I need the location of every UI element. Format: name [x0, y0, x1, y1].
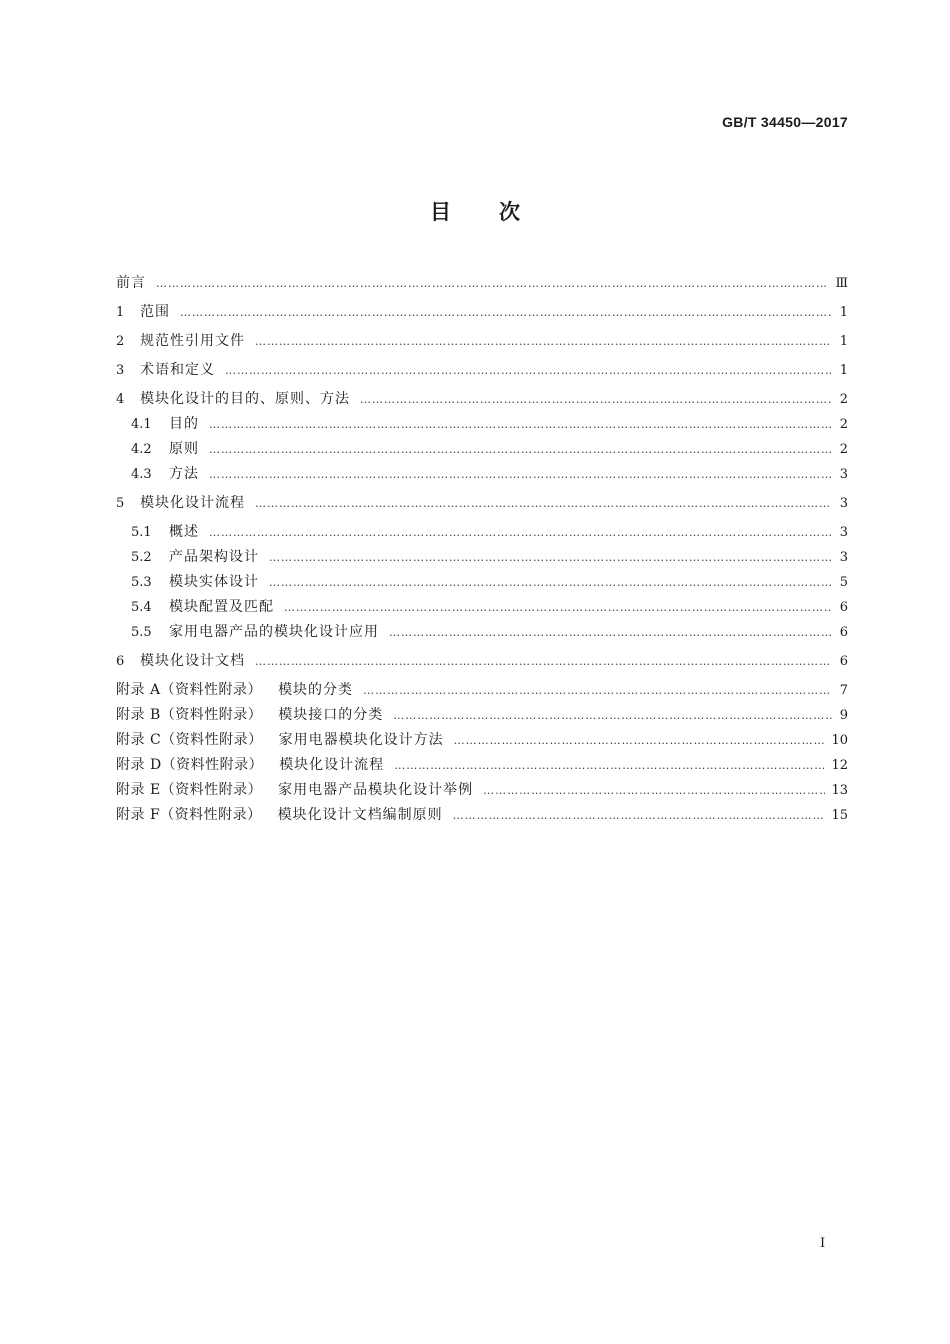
toc-number: 3	[116, 363, 125, 378]
toc-page-number: 3	[839, 525, 848, 540]
toc-page-number: 1	[839, 363, 848, 378]
toc-page-number: 3	[839, 467, 848, 482]
toc-leader-dots	[269, 545, 832, 570]
toc-annex-prefix: 附录 F（资料性附录）	[116, 807, 262, 823]
toc-entry-5[interactable]	[116, 491, 848, 516]
toc-number: 4.3	[131, 467, 152, 482]
toc-leader-dots	[363, 678, 832, 703]
toc-label: 原则	[169, 441, 199, 457]
toc-page-number: 13	[831, 783, 848, 798]
toc-entry-5-3[interactable]	[116, 570, 848, 595]
toc-page-number: 1	[839, 334, 848, 349]
toc-page-number: 6	[839, 625, 848, 640]
toc-label: 模块化设计文档编制原则	[277, 807, 443, 823]
toc-leader-dots	[360, 387, 832, 412]
toc-leader-dots	[389, 620, 832, 645]
toc-leader-dots	[394, 753, 825, 778]
toc-number: 5.1	[131, 525, 152, 540]
toc-label: 概述	[169, 524, 199, 540]
toc-entry-annex-b[interactable]	[116, 703, 848, 728]
toc-label: 模块化设计流程	[140, 495, 245, 511]
toc-page-number: 15	[831, 808, 848, 823]
toc-number: 6	[116, 654, 125, 669]
toc-label: 模块接口的分类	[278, 707, 384, 723]
toc-label: 模块化设计的目的、原则、方法	[140, 391, 350, 407]
toc-leader-dots	[156, 271, 829, 296]
toc-entry-4-3[interactable]	[116, 462, 848, 487]
toc-leader-dots	[180, 300, 832, 325]
toc-label: 家用电器产品的模块化设计应用	[169, 624, 379, 640]
toc-number: 5.3	[131, 575, 152, 590]
toc-page-number: 3	[839, 496, 848, 511]
toc-label: 目的	[169, 416, 199, 432]
title-char-1: 目	[430, 200, 451, 224]
toc-label: 前言	[116, 275, 146, 291]
toc-number: 5	[116, 496, 125, 511]
toc-entry-annex-d[interactable]	[116, 753, 848, 778]
toc-page-number: Ⅲ	[835, 276, 848, 291]
toc-entry-annex-c[interactable]	[116, 728, 848, 753]
toc-entry-2[interactable]	[116, 329, 848, 354]
toc-leader-dots	[255, 491, 832, 516]
toc-entry-4-1[interactable]	[116, 412, 848, 437]
toc-entry-1[interactable]	[116, 300, 848, 325]
toc-number: 5.2	[131, 550, 152, 565]
toc-annex-prefix: 附录 C（资料性附录）	[116, 732, 263, 748]
toc-page-number: 3	[839, 550, 848, 565]
toc-label: 模块化设计流程	[279, 757, 385, 773]
toc-label: 产品架构设计	[169, 549, 259, 565]
toc-label: 家用电器产品模块化设计举例	[278, 782, 474, 798]
toc-leader-dots	[483, 778, 825, 803]
title-char-2: 次	[499, 200, 520, 224]
toc-leader-dots	[209, 520, 832, 545]
toc-leader-dots	[255, 329, 832, 354]
toc-entry-annex-a[interactable]	[116, 678, 848, 703]
toc-entry-5-5[interactable]	[116, 620, 848, 645]
toc-leader-dots	[393, 703, 832, 728]
toc-page-number: 5	[839, 575, 848, 590]
toc-entry-annex-e[interactable]	[116, 778, 848, 803]
toc-leader-dots	[453, 803, 826, 828]
toc-number: 4	[116, 392, 125, 407]
toc-leader-dots	[225, 358, 832, 383]
toc-label: 术语和定义	[140, 362, 215, 378]
toc-page-number: 2	[839, 417, 848, 432]
toc-entry-foreword[interactable]	[116, 271, 848, 296]
toc-label: 方法	[169, 466, 199, 482]
toc-page-number: 2	[839, 442, 848, 457]
toc-label: 范围	[140, 304, 170, 320]
page-title	[0, 196, 950, 226]
toc-annex-prefix: 附录 B（资料性附录）	[116, 707, 263, 723]
toc-leader-dots	[284, 595, 832, 620]
toc-page-number: 2	[839, 392, 848, 407]
toc-entry-5-4[interactable]	[116, 595, 848, 620]
toc-entry-4-2[interactable]	[116, 437, 848, 462]
toc-number: 4.2	[131, 442, 152, 457]
toc-leader-dots	[454, 728, 826, 753]
toc-leader-dots	[209, 462, 832, 487]
footer-page-number: I	[820, 1236, 826, 1251]
toc-annex-prefix: 附录 D（资料性附录）	[116, 757, 264, 773]
toc-entry-5-1[interactable]	[116, 520, 848, 545]
toc-leader-dots	[269, 570, 832, 595]
toc-label: 家用电器模块化设计方法	[278, 732, 444, 748]
toc-number: 5.4	[131, 600, 152, 615]
toc-leader-dots	[255, 649, 832, 674]
toc-leader-dots	[209, 437, 832, 462]
toc-label: 模块配置及匹配	[169, 599, 274, 615]
toc-page-number: 12	[831, 758, 848, 773]
toc-annex-prefix: 附录 E（资料性附录）	[116, 782, 263, 798]
toc-page-number: 9	[839, 708, 848, 723]
toc-label: 规范性引用文件	[140, 333, 245, 349]
toc-number: 2	[116, 334, 125, 349]
toc-page-number: 6	[839, 654, 848, 669]
toc-number: 1	[116, 305, 125, 320]
toc-number: 5.5	[131, 625, 152, 640]
toc-number: 4.1	[131, 417, 152, 432]
toc-label: 模块化设计文档	[140, 653, 245, 669]
toc-label: 模块实体设计	[169, 574, 259, 590]
toc-entry-4[interactable]	[116, 387, 848, 412]
toc-page-number: 1	[839, 305, 848, 320]
standard-code: GB/T 34450—2017	[722, 114, 848, 130]
toc-page-number: 10	[831, 733, 848, 748]
table-of-contents	[116, 271, 848, 828]
toc-entry-5-2[interactable]	[116, 545, 848, 570]
toc-leader-dots	[209, 412, 832, 437]
toc-label: 模块的分类	[278, 682, 354, 698]
toc-entry-6[interactable]	[116, 649, 848, 674]
toc-page-number: 6	[839, 600, 848, 615]
toc-entry-annex-f[interactable]	[116, 803, 848, 828]
toc-annex-prefix: 附录 A（资料性附录）	[116, 682, 263, 698]
toc-page-number: 7	[839, 683, 848, 698]
toc-entry-3[interactable]	[116, 358, 848, 383]
